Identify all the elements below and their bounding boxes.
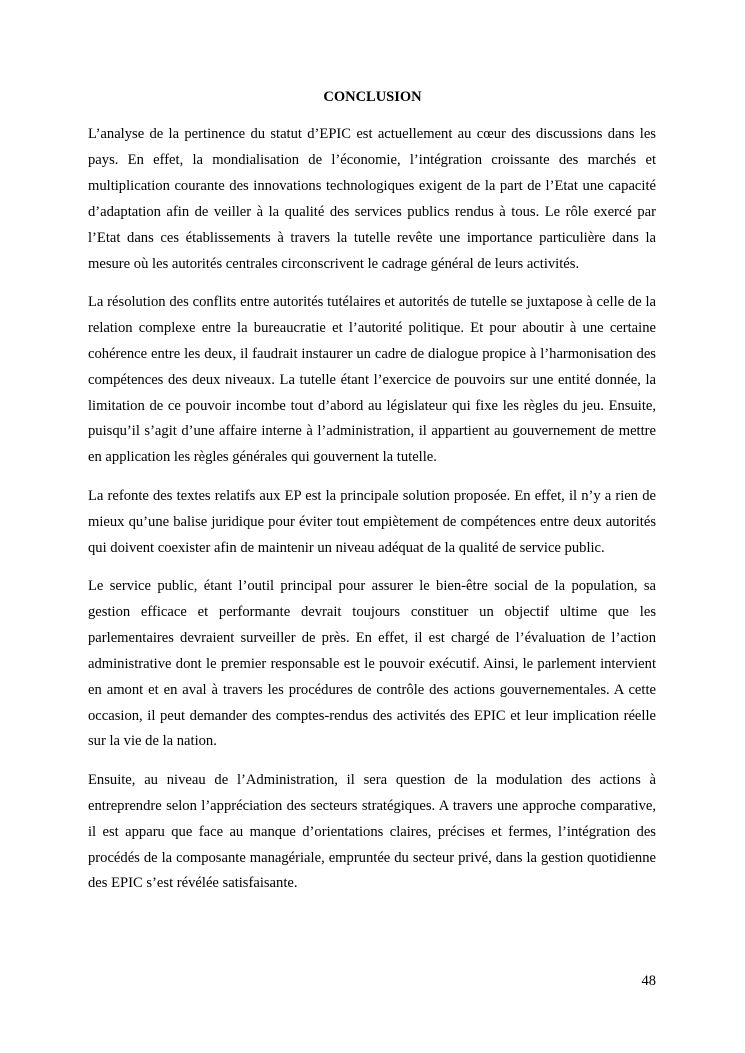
paragraph-4: Le service public, étant l’outil principal pour assurer le bien-être social de la population, sa gestion efficace et performante devrait toujours constituer un objectif ultime que les parlementaires devraient surveiller de près. En effet, il est chargé de l’évaluation de l’action administrative dont le premier responsable est le pouvoir exécutif. Ainsi, le parlement intervient en amont et en aval à travers les procédures de contrôle des actions gouvernementales. A cette occasion, il peut demander des comptes-rendus des activités des EPIC et leur implication réelle sur la vie de la nation. <box>88 578 656 750</box>
page-number: 48 <box>641 973 656 989</box>
body-text <box>88 122 656 910</box>
paragraph-3: La refonte des textes relatifs aux EP est la principale solution proposée. En effet, il n’y a rien de mieux qu’une balise juridique pour éviter tout empiètement de compétences entre deux autorités qui doivent coexister afin de maintenir un niveau adéquat de la qualité de service public. <box>88 487 656 556</box>
paragraph-2: La résolution des conflits entre autorités tutélaires et autorités de tutelle se juxtapose à celle de la relation complexe entre la bureaucratie et l’autorité politique. Et pour aboutir à une certaine cohérence entre les deux, il faudrait instaurer un cadre de dialogue propice à l’harmonisation des compétences des deux niveaux. La tutelle étant l’exercice de pouvoirs sur une entité donnée, la limitation de ce pouvoir incombe tout d’abord au législateur qui fixe les règles du jeu. Ensuite, puisqu’il s’agit d’une affaire interne à l’administration, il appartient au gouvernement de mettre en application les règles générales qui gouvernent la tutelle. <box>88 293 656 466</box>
page-title: CONCLUSION <box>323 89 422 105</box>
paragraph-1: L’analyse de la pertinence du statut d’EPIC est actuellement au cœur des discussions dans les pays. En effet, la mondialisation de l’économie, l’intégration croissante des marchés et multiplication courante des innovations technologiques exigent de la part de l’Etat une capacité d’adaptation afin de veiller à la qualité des services publics rendus à tous. Le rôle exercé par l’Etat dans ces établissements à travers la tutelle revête une importance particulière dans la mesure où les autorités centrales circonscrivent le cadrage général de leurs activités. <box>88 126 656 272</box>
paragraph-5: Ensuite, au niveau de l’Administration, il sera question de la modulation des actions à entreprendre selon l’appréciation des secteurs stratégiques. A travers une approche comparative, il est apparu que face au manque d’orientations claires, précises et fermes, l’intégration des procédés de la composante managériale, empruntée du secteur privé, dans la gestion quotidienne des EPIC s’est révélée satisfaisante. <box>88 771 656 892</box>
